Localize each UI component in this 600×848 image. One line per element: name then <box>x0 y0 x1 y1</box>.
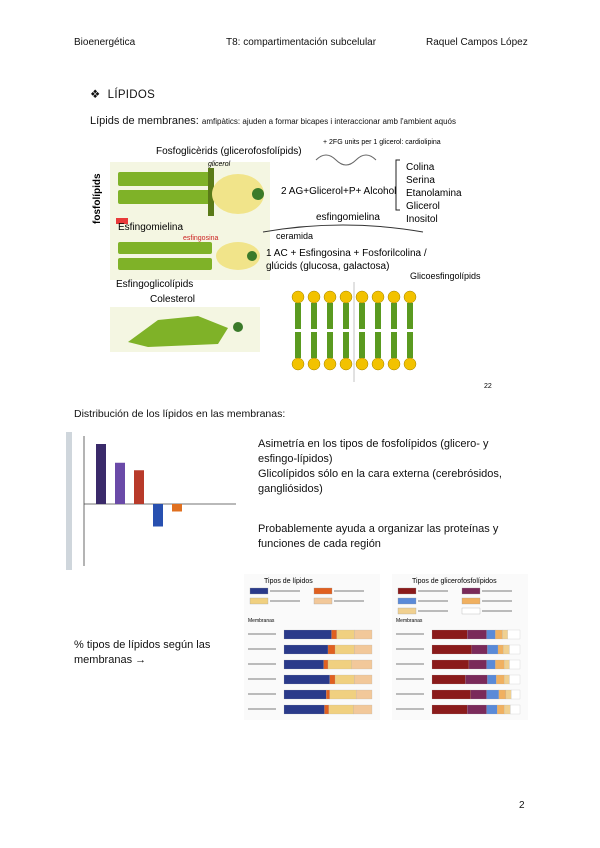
stacked-segment <box>356 690 372 699</box>
distribution-title: Distribución de los lípidos en las membranas: <box>74 408 286 420</box>
formula-sphingolipid-line1: 1 AC + Esfingosina + Fosforilcolina / <box>266 248 427 259</box>
row-label-placeholder <box>396 678 424 680</box>
fatty-acid-chain <box>118 258 212 270</box>
stacked-segment <box>326 690 330 699</box>
stacked-chart-1 <box>244 574 380 720</box>
percent-label-line1: % tipos de lípidos según las <box>74 639 211 651</box>
stacked-segment <box>504 705 510 714</box>
legend-swatch <box>462 588 480 594</box>
stacked-segment <box>487 690 499 699</box>
row-label-placeholder <box>248 648 276 650</box>
diamond-bullet-icon: ❖ <box>90 89 101 101</box>
header-author: Raquel Campos López <box>426 37 528 48</box>
stacked-segment <box>284 660 324 669</box>
stacked-segment <box>354 705 372 714</box>
legend-text-placeholder <box>418 610 448 612</box>
membrane-bilayer-diagram <box>288 282 418 382</box>
formula-sphingolipid-line2: glúcids (glucosa, galactosa) <box>266 261 390 272</box>
stacked-segment <box>324 660 328 669</box>
legend-text-placeholder <box>334 600 364 602</box>
header-topic: T8: compartimentación subcelular <box>226 37 377 48</box>
stacked-segment <box>335 645 354 654</box>
lipid-asymmetry-chart <box>66 432 238 570</box>
stacked-segment <box>509 645 520 654</box>
stacked-segment <box>284 630 332 639</box>
stacked-segment <box>467 630 486 639</box>
stacked-segment <box>471 690 487 699</box>
fosfolipids-vertical-label: fosfolípids <box>92 173 103 224</box>
distribution-p1-line2: esfingo-lípidos) <box>258 453 333 465</box>
legend-text-placeholder <box>334 590 364 592</box>
row-label-placeholder <box>248 633 276 635</box>
row-label-placeholder <box>248 678 276 680</box>
stacked-segment <box>487 675 496 684</box>
stacked-segment <box>508 630 520 639</box>
stacked-segment <box>472 645 488 654</box>
stacked-segment <box>503 645 509 654</box>
stacked-segment <box>329 705 354 714</box>
stacked-segment <box>284 705 324 714</box>
legend-text-placeholder <box>482 610 512 612</box>
percent-label-line2: membranas → <box>74 654 147 666</box>
fatty-acid-chain <box>118 190 212 204</box>
stacked-segment <box>284 690 326 699</box>
stacked-segment <box>352 660 372 669</box>
legend-swatch <box>314 598 332 604</box>
legend-swatch <box>398 608 416 614</box>
legend-swatch <box>250 598 268 604</box>
distribution-p1-line1: Asimetría en los tipos de fosfolípidos (glicero- y <box>258 438 489 450</box>
bar-E <box>172 504 182 512</box>
alcohol-inositol: Inositol <box>406 214 438 225</box>
stacked-segment <box>432 705 467 714</box>
alcohol-colina: Colina <box>406 162 435 173</box>
legend-swatch <box>250 588 268 594</box>
bracket <box>396 160 400 210</box>
percent-label <box>74 638 210 668</box>
stacked-segment <box>495 630 502 639</box>
cardiolipin-note: + 2FG units per 1 glicerol: cardiolipina <box>323 139 441 146</box>
formula-glycerophospholipid: 2 AG+Glicerol+P+ Alcohol <box>281 186 397 197</box>
stacked-chart-title: Tipos de lípidos <box>264 578 313 585</box>
alcohol-etanolamina: Etanolamina <box>406 188 462 199</box>
head-group-icon <box>252 188 264 200</box>
membranas-header: Membranas <box>248 618 275 624</box>
figure-page-ref: 22 <box>484 383 492 390</box>
stacked-segment <box>335 675 354 684</box>
section-title <box>90 87 155 101</box>
stacked-segment <box>498 645 503 654</box>
distribution-p2-line2: gangliósidos) <box>258 483 323 495</box>
stacked-segment <box>432 645 472 654</box>
stacked-segment <box>510 705 520 714</box>
stacked-segment <box>504 675 509 684</box>
stacked-segment <box>284 645 328 654</box>
membrane-lipids-line <box>90 115 456 127</box>
fatty-acid-chain <box>118 172 212 186</box>
stacked-segment <box>432 675 465 684</box>
stacked-segment <box>354 630 372 639</box>
stacked-segment <box>509 675 520 684</box>
stacked-segment <box>487 705 498 714</box>
legend-text-placeholder <box>482 590 512 592</box>
stacked-segment <box>328 645 335 654</box>
bar-A <box>96 444 106 504</box>
stacked-segment <box>465 675 487 684</box>
lipid-types-charts <box>244 574 529 720</box>
ceramida-label: ceramida <box>276 231 314 241</box>
stacked-segment <box>354 645 372 654</box>
fosfogliceridos-label: Fosfoglicèrids (glicerofosfolípids) <box>156 146 302 157</box>
stacked-segment <box>284 675 330 684</box>
distribution-p3-line1: Probablemente ayuda a organizar las proteínas y <box>258 523 499 535</box>
legend-swatch <box>398 588 416 594</box>
legend-swatch <box>314 588 332 594</box>
glicoesfingolipidos-label: Glicoesfingolípids <box>410 271 481 281</box>
stacked-segment <box>497 705 504 714</box>
stacked-segment <box>495 660 504 669</box>
stacked-segment <box>330 690 356 699</box>
stacked-segment <box>469 660 487 669</box>
stacked-segment <box>487 645 498 654</box>
row-label-placeholder <box>248 663 276 665</box>
distribution-paragraph-1 <box>258 437 518 497</box>
legend-text-placeholder <box>270 600 300 602</box>
esfingosina-label: esfingosina <box>183 235 219 242</box>
membrane-lipids-desc: amfipàtics: ajuden a formar bicapes i interaccionar amb l'ambient aquós <box>201 117 457 126</box>
legend-text-placeholder <box>482 600 512 602</box>
legend-swatch <box>462 598 480 604</box>
row-label-placeholder <box>248 693 276 695</box>
esfingoglicolipids-label: Esfingoglicolípids <box>116 279 194 290</box>
bar-D <box>153 504 163 527</box>
cardiolipin-structure <box>316 155 376 165</box>
membrane-lipids-label: Lípids de membranes: <box>90 115 199 127</box>
legend-swatch <box>398 598 416 604</box>
stacked-segment <box>432 630 467 639</box>
stacked-segment <box>432 660 469 669</box>
chart-background <box>66 432 238 570</box>
stacked-segment <box>506 690 511 699</box>
stacked-segment <box>487 660 496 669</box>
row-label-placeholder <box>396 648 424 650</box>
esfingomielina-label-2: esfingomielina <box>316 212 380 223</box>
row-label-placeholder <box>396 663 424 665</box>
legend-swatch <box>462 608 480 614</box>
page-number: 2 <box>519 800 525 811</box>
bar-C <box>134 470 144 504</box>
legend-text-placeholder <box>418 600 448 602</box>
stacked-segment <box>499 690 506 699</box>
legend-text-placeholder <box>270 590 300 592</box>
fatty-acid-chain <box>118 242 212 254</box>
esfingomielina-label: Esfingomielina <box>118 222 184 233</box>
row-label-placeholder <box>248 708 276 710</box>
stacked-segment <box>330 675 335 684</box>
glicerol-label: glicerol <box>208 161 231 168</box>
section-title-text: LÍPIDOS <box>107 89 156 101</box>
stacked-segment <box>511 690 520 699</box>
distribution-paragraph-2 <box>258 522 518 552</box>
alcohol-glicerol: Glicerol <box>406 201 440 212</box>
stacked-segment <box>502 630 507 639</box>
hydroxyl-icon <box>233 322 243 332</box>
stacked-segment <box>487 630 496 639</box>
stacked-segment <box>354 675 372 684</box>
row-label-placeholder <box>396 693 424 695</box>
bar-B <box>115 463 125 504</box>
distribution-p2-line1: Glicolípidos sólo en la cara externa (cerebrósidos, <box>258 468 502 480</box>
header-subject: Bioenergética <box>74 37 136 48</box>
colesterol-label: Colesterol <box>150 294 196 305</box>
stacked-segment <box>328 660 352 669</box>
membranas-header: Membranas <box>396 618 423 624</box>
lipid-structures-figure <box>88 132 508 397</box>
stacked-chart-title: Tipos de glicerofosfolípidos <box>412 578 497 585</box>
stacked-chart-2 <box>392 574 528 720</box>
stacked-segment <box>504 660 509 669</box>
stacked-segment <box>509 660 520 669</box>
stacked-segment <box>467 705 486 714</box>
alcohol-serina: Serina <box>406 175 435 186</box>
row-label-placeholder <box>396 708 424 710</box>
stacked-segment <box>337 630 355 639</box>
stacked-segment <box>324 705 328 714</box>
head-group-icon <box>247 251 257 261</box>
distribution-p3-line2: funciones de cada región <box>258 538 381 550</box>
row-label-placeholder <box>396 633 424 635</box>
legend-text-placeholder <box>418 590 448 592</box>
stacked-segment <box>496 675 504 684</box>
stacked-segment <box>432 690 471 699</box>
chart-side-strip <box>66 432 72 570</box>
stacked-segment <box>332 630 337 639</box>
